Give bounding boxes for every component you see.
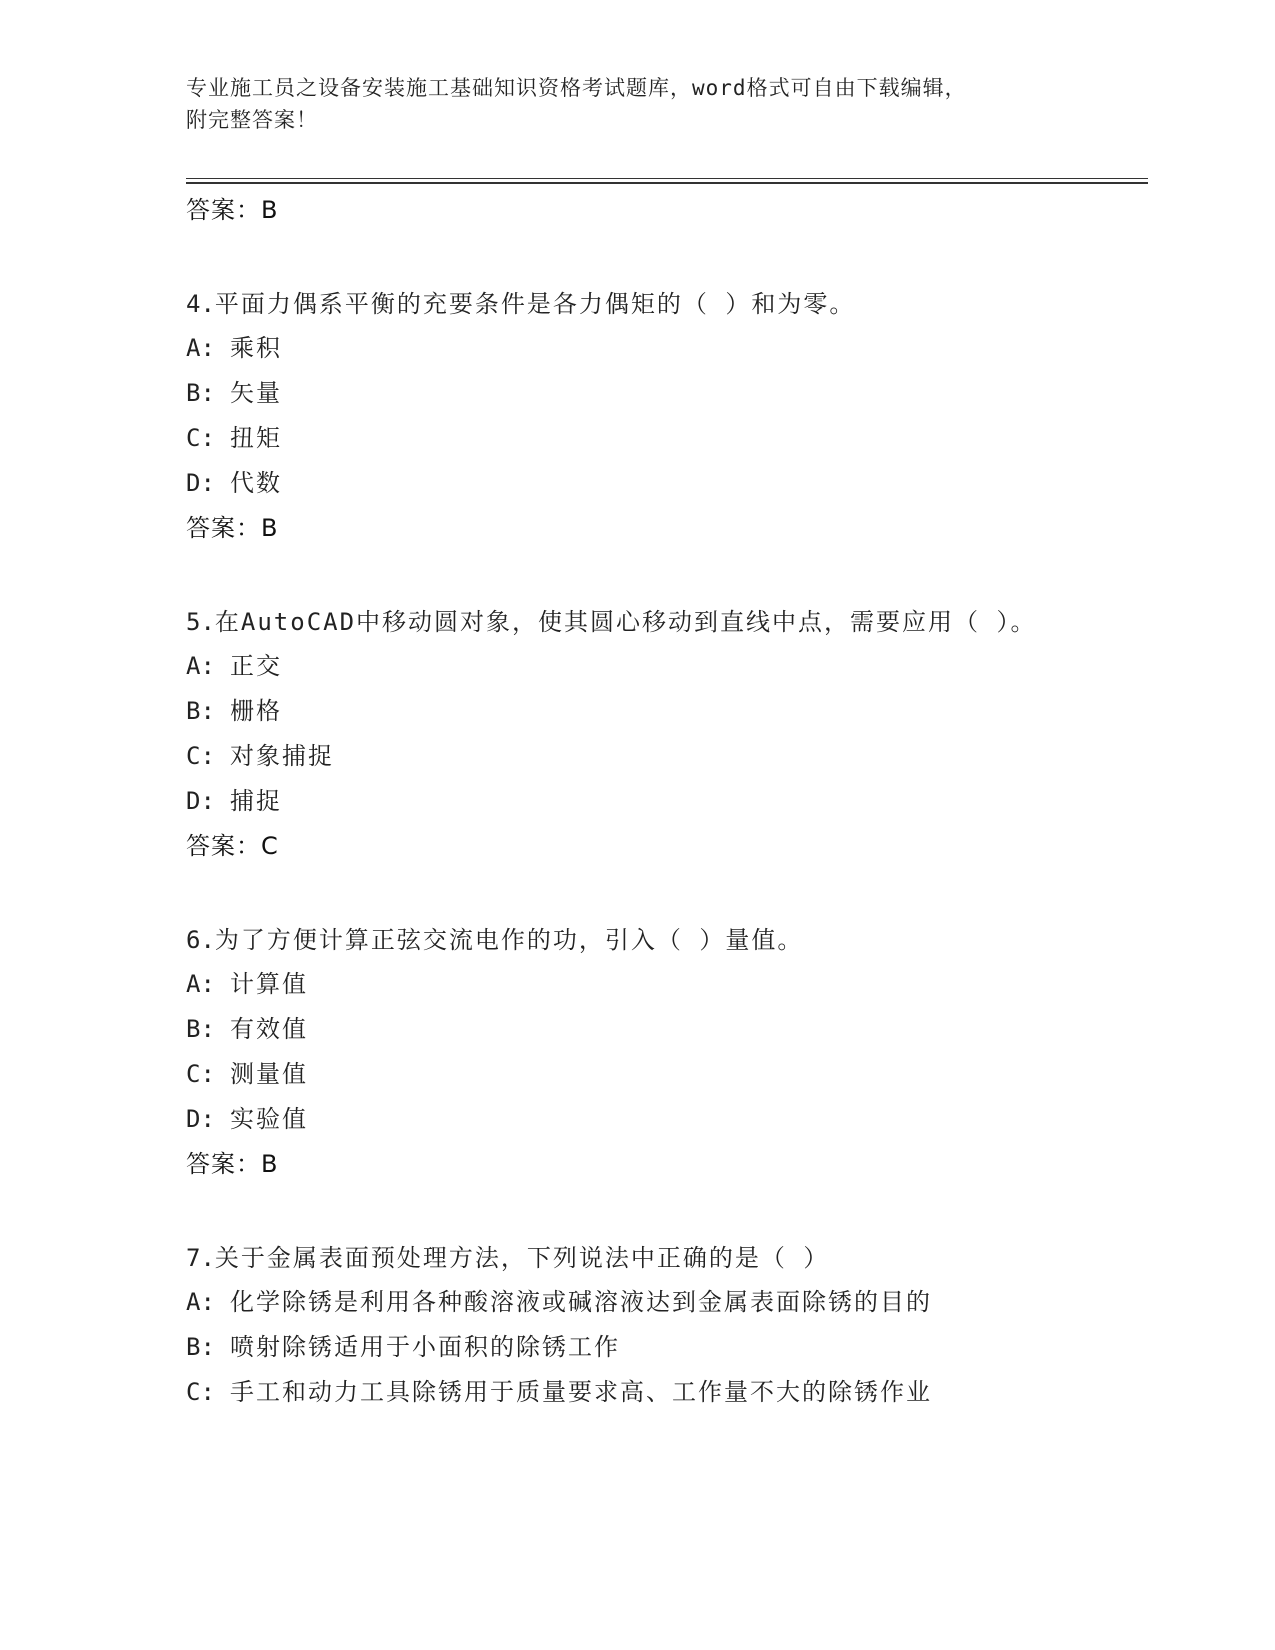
option-letter: A: [186, 652, 215, 680]
question-number: 6. [186, 926, 215, 954]
option-d [186, 461, 1086, 506]
option-a [186, 644, 1086, 689]
option-b [186, 371, 1086, 416]
answer-value: B [261, 196, 279, 224]
question-block [186, 600, 1086, 868]
answer-line [186, 188, 1086, 232]
option-letter: B: [186, 697, 215, 725]
question-stem: 为了方便计算正弦交流电作的功，引入（ ）量值。 [214, 926, 804, 954]
option-d [186, 779, 1086, 824]
option-c [186, 1052, 1086, 1097]
option-text: 乘积 [230, 334, 282, 362]
option-text: 有效值 [230, 1015, 308, 1043]
option-letter: A: [186, 970, 215, 998]
question-block [186, 1236, 1086, 1415]
option-a [186, 962, 1086, 1007]
answer-line [186, 506, 1086, 550]
option-text: 实验值 [230, 1105, 308, 1133]
question-number: 5. [186, 608, 215, 636]
option-text: 代数 [230, 469, 282, 497]
option-b [186, 1325, 1086, 1370]
document-header [186, 72, 1086, 136]
question-list [186, 188, 1086, 1415]
option-text: 计算值 [230, 970, 308, 998]
answer-label: 答案： [186, 1150, 261, 1178]
question-stem: 关于金属表面预处理方法，下列说法中正确的是（ ） [214, 1244, 830, 1272]
question-text [186, 282, 1086, 326]
option-letter: C: [186, 424, 215, 452]
option-text: 对象捕捉 [230, 742, 334, 770]
question-stem: 在AutoCAD中移动圆对象，使其圆心移动到直线中点，需要应用（ ）。 [214, 608, 1037, 636]
option-b [186, 1007, 1086, 1052]
header-divider-thick [186, 182, 1148, 184]
option-c [186, 1370, 1086, 1415]
option-letter: C: [186, 1060, 215, 1088]
option-a [186, 326, 1086, 371]
option-text: 捕捉 [230, 787, 282, 815]
option-d [186, 1097, 1086, 1142]
answer-label: 答案： [186, 514, 261, 542]
option-text: 测量值 [230, 1060, 308, 1088]
question-number: 4. [186, 290, 215, 318]
option-c [186, 734, 1086, 779]
option-letter: B: [186, 1015, 215, 1043]
question-block [186, 282, 1086, 550]
option-text: 手工和动力工具除锈用于质量要求高、工作量不大的除锈作业 [230, 1378, 932, 1406]
option-text: 矢量 [230, 379, 282, 407]
option-c [186, 416, 1086, 461]
option-letter: B: [186, 379, 215, 407]
answer-value: B [261, 514, 279, 542]
option-letter: B: [186, 1333, 215, 1361]
answer-value: B [261, 1150, 279, 1178]
option-letter: D: [186, 787, 215, 815]
question-number: 7. [186, 1244, 215, 1272]
option-text: 正交 [230, 652, 282, 680]
answer-label: 答案： [186, 196, 261, 224]
answer-line [186, 1142, 1086, 1186]
question-text [186, 918, 1086, 962]
option-b [186, 689, 1086, 734]
answer-value: C [261, 832, 279, 860]
question-block [186, 918, 1086, 1186]
option-a [186, 1280, 1086, 1325]
option-letter: D: [186, 469, 215, 497]
option-letter: D: [186, 1105, 215, 1133]
option-text: 扭矩 [230, 424, 282, 452]
question-text [186, 1236, 1086, 1280]
option-letter: C: [186, 742, 215, 770]
answer-line [186, 824, 1086, 868]
option-text: 栅格 [230, 697, 282, 725]
header-line-2: 附完整答案！ [186, 108, 318, 132]
question-stem: 平面力偶系平衡的充要条件是各力偶矩的（ ）和为零。 [214, 290, 856, 318]
option-letter: A: [186, 334, 215, 362]
option-letter: A: [186, 1288, 215, 1316]
header-divider-thin [186, 178, 1148, 179]
header-line-1: 专业施工员之设备安装施工基础知识资格考试题库，word格式可自由下载编辑， [186, 76, 967, 100]
answer-label: 答案： [186, 832, 261, 860]
option-text: 化学除锈是利用各种酸溶液或碱溶液达到金属表面除锈的目的 [230, 1288, 932, 1316]
option-letter: C: [186, 1378, 215, 1406]
question-text [186, 600, 1086, 644]
option-text: 喷射除锈适用于小面积的除锈工作 [230, 1333, 620, 1361]
